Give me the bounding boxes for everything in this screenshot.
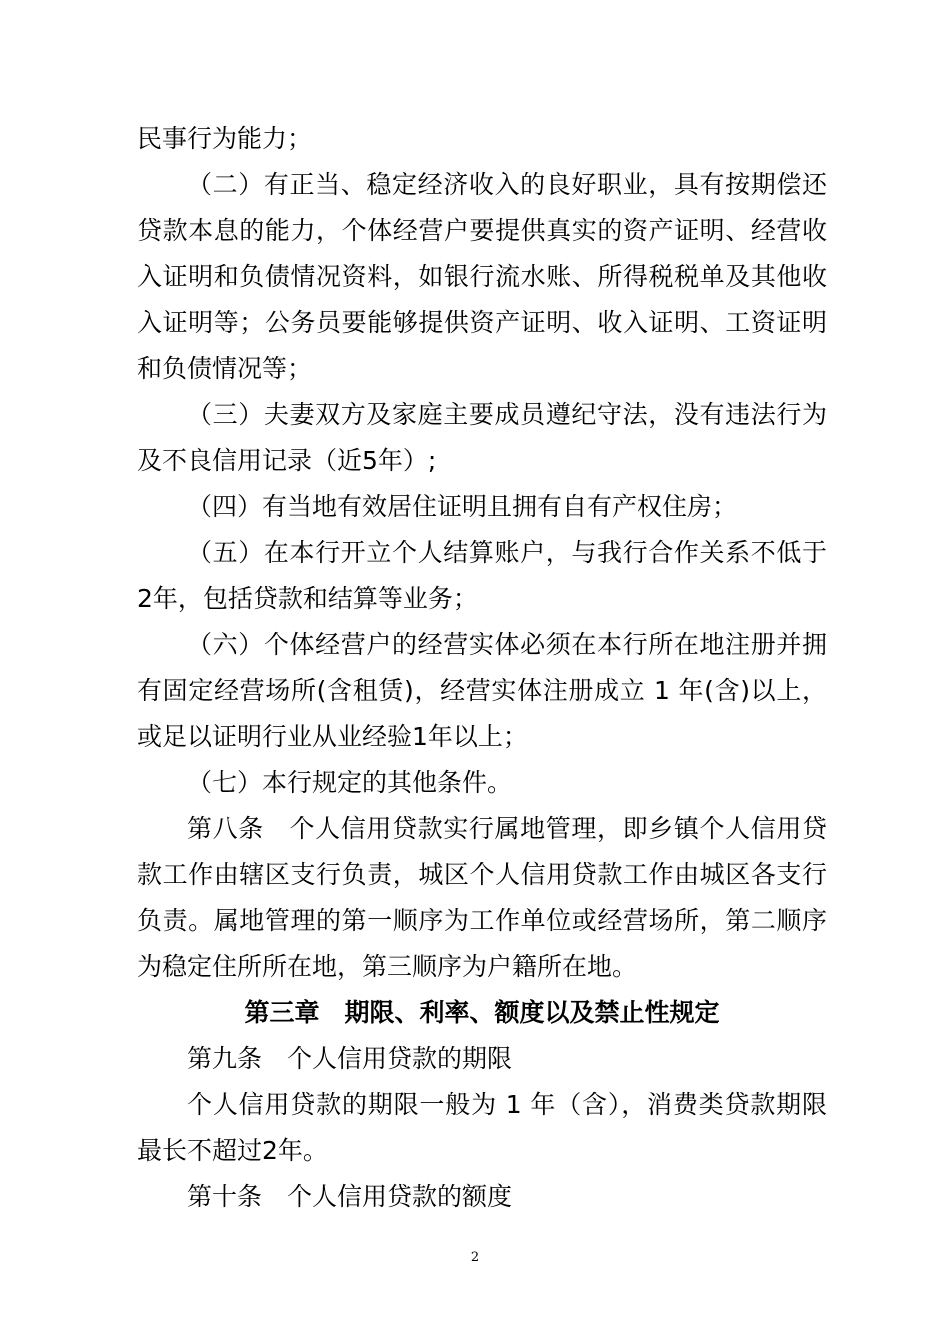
- paragraph-condition-6-business: （六）个体经营户的经营实体必须在本行所在地注册并拥有固定经营场所(含租赁)，经营实体注册成立 1 年(含)以上，或足以证明行业从业经验1年以上；: [137, 630, 827, 751]
- chapter-3-heading: 第三章 期限、利率、额度以及禁止性规定: [244, 998, 720, 1027]
- paragraph-condition-4-residence: （四）有当地有效居住证明且拥有自有产权住房；: [187, 492, 738, 521]
- paragraph-article-8: 第八条 个人信用贷款实行属地管理，即乡镇个人信用贷款工作由辖区支行负责，城区个人信用贷款工作由城区各支行负责。属地管理的第一顺序为工作单位或经营场所，第二顺序为稳定住所所在地，第三顺序为户籍所在地。: [137, 814, 827, 981]
- paragraph-condition-5-account: （五）在本行开立个人结算账户，与我行合作关系不低于2年，包括贷款和结算等业务；: [137, 538, 827, 613]
- paragraph-article-10-title: 第十条 个人信用贷款的额度: [187, 1182, 513, 1211]
- paragraph-condition-7-other: （七）本行规定的其他条件。: [187, 768, 513, 797]
- paragraph-condition-2-income: （二）有正当、稳定经济收入的良好职业，具有按期偿还贷款本息的能力，个体经营户要提供真实的资产证明、经营收入证明和负债情况资料，如银行流水账、所得税税单及其他收入证明等；公务员要能够提供资产证明、收入证明、工资证明和负债情况等；: [137, 170, 827, 383]
- document-body: [137, 116, 827, 1220]
- paragraph-article-9-term: 个人信用贷款的期限一般为 1 年（含），消费类贷款期限最长不超过2年。: [137, 1090, 827, 1165]
- page-number: 2: [470, 1250, 480, 1265]
- paragraph-article-9-title: 第九条 个人信用贷款的期限: [187, 1044, 513, 1073]
- paragraph-condition-3-credit-record: （三）夫妻双方及家庭主要成员遵纪守法，没有违法行为及不良信用记录（近5年）;: [137, 400, 827, 475]
- paragraph-capacity-continuation: 民事行为能力；: [137, 124, 313, 153]
